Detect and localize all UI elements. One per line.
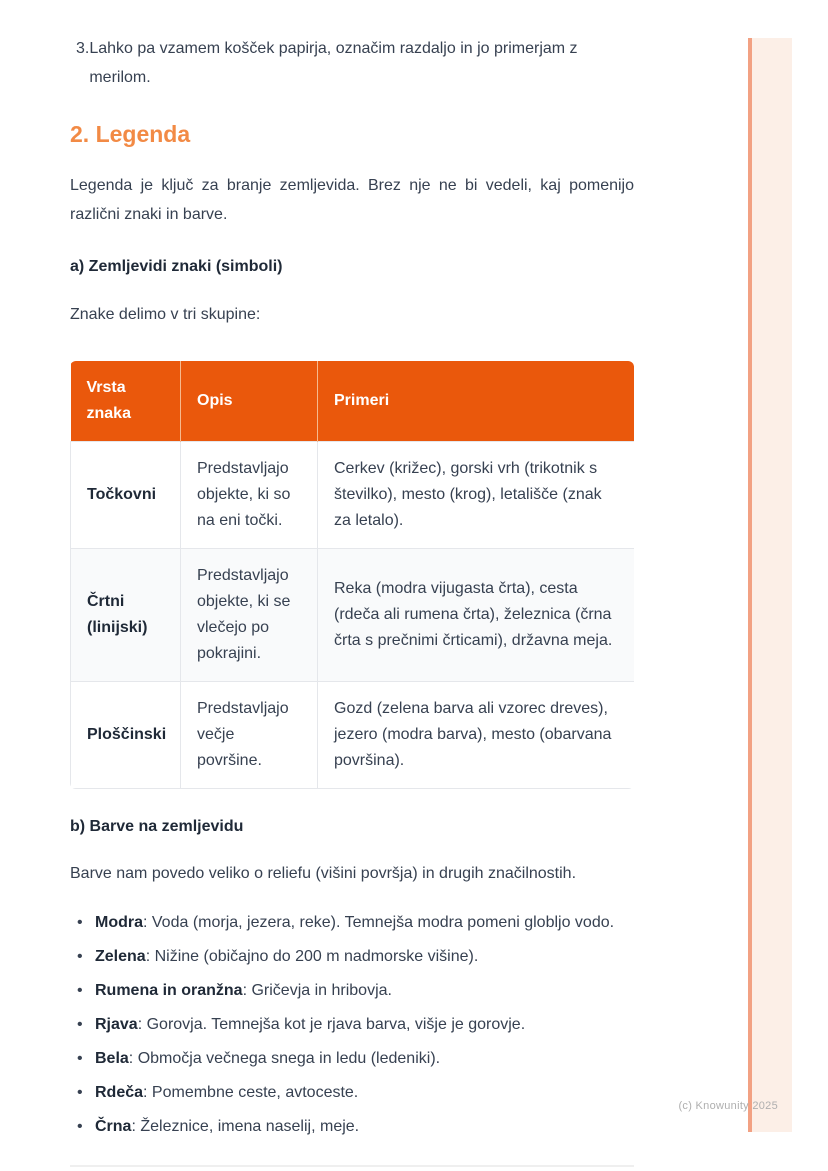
list-item bbox=[70, 1112, 634, 1141]
color-desc: : Železnice, imena naselij, meje. bbox=[131, 1118, 360, 1136]
color-term: Rumena in oranžna bbox=[95, 982, 243, 1000]
color-desc: : Nižine (običajno do 200 m nadmorske višine). bbox=[145, 948, 479, 966]
intro-paragraph: Legenda je ključ za branje zemljevida. Brez nje ne bi vedeli, kaj pomenijo različni znaki in barve. bbox=[70, 176, 634, 223]
column-header-opis: Opis bbox=[181, 361, 318, 442]
cell-primeri: Gozd (zelena barva ali vzorec dreves), jezero (modra barva), mesto (obarvana površina). bbox=[318, 681, 635, 788]
cell-type: Točkovni bbox=[71, 441, 181, 548]
color-term: Bela bbox=[95, 1050, 129, 1068]
map-colors-list bbox=[70, 908, 634, 1141]
table-lead-text: Znake delimo v tri skupine: bbox=[70, 305, 261, 323]
cell-type: Ploščinski bbox=[71, 681, 181, 788]
color-term: Rdeča bbox=[95, 1084, 144, 1102]
bottom-divider bbox=[70, 1165, 634, 1167]
color-desc: : Gorovja. Temnejša kot je rjava barva, višje je gorovje. bbox=[137, 1016, 526, 1034]
color-term: Črna bbox=[95, 1118, 132, 1136]
column-header-primeri: Primeri bbox=[318, 361, 635, 442]
list-item bbox=[70, 1078, 634, 1107]
page-accent-stripe bbox=[748, 38, 792, 1132]
cell-type: Črtni (linijski) bbox=[71, 548, 181, 681]
column-header-vrsta-znaka: Vrsta znaka bbox=[71, 361, 181, 442]
color-term: Zelena bbox=[95, 948, 146, 966]
copyright-footer: (c) Knowunity 2025 bbox=[678, 1100, 778, 1112]
list-item bbox=[70, 1044, 634, 1073]
numbered-list-item bbox=[70, 34, 634, 92]
color-term: Rjava bbox=[95, 1016, 138, 1034]
subsection-title-b: b) Barve na zemljevidu bbox=[70, 817, 244, 835]
symbols-table bbox=[70, 361, 634, 789]
table-row bbox=[71, 548, 635, 681]
color-term: Modra bbox=[95, 914, 143, 932]
color-desc: : Območja večnega snega in ledu (ledeniki). bbox=[128, 1050, 441, 1068]
colors-lead-text: Barve nam povedo veliko o reliefu (višini površja) in drugih značilnostih. bbox=[70, 865, 577, 883]
list-number: 3. bbox=[76, 40, 90, 57]
cell-opis: Predstavljajo večje površine. bbox=[181, 681, 318, 788]
list-item bbox=[70, 908, 634, 937]
color-desc: : Gričevja in hribovja. bbox=[242, 982, 392, 1000]
section-heading-legenda: 2. Legenda bbox=[70, 121, 191, 147]
cell-primeri: Reka (modra vijugasta črta), cesta (rdeča ali rumena črta), železnica (črna črta s prečnimi črticami), državna meja. bbox=[318, 548, 635, 681]
color-desc: : Voda (morja, jezera, reke). Temnejša modra pomeni globljo vodo. bbox=[143, 914, 615, 932]
table-header-row bbox=[71, 361, 635, 442]
cell-primeri: Cerkev (križec), gorski vrh (trikotnik s številko), mesto (krog), letališče (znak za letalo). bbox=[318, 441, 635, 548]
list-item bbox=[70, 976, 634, 1005]
list-item bbox=[70, 1010, 634, 1039]
subsection-title-a: a) Zemljevidi znaki (simboli) bbox=[70, 257, 283, 275]
cell-opis: Predstavljajo objekte, ki so na eni točki. bbox=[181, 441, 318, 548]
table-row bbox=[71, 681, 635, 788]
cell-opis: Predstavljajo objekte, ki se vlečejo po pokrajini. bbox=[181, 548, 318, 681]
list-item-text: Lahko pa vzamem košček papirja, označim razdaljo in jo primerjam z merilom. bbox=[89, 40, 578, 86]
table-row bbox=[71, 441, 635, 548]
color-desc: : Pomembne ceste, avtoceste. bbox=[143, 1084, 359, 1102]
list-item bbox=[70, 942, 634, 971]
document-page bbox=[70, 0, 634, 1167]
symbols-table-wrapper bbox=[70, 361, 634, 789]
